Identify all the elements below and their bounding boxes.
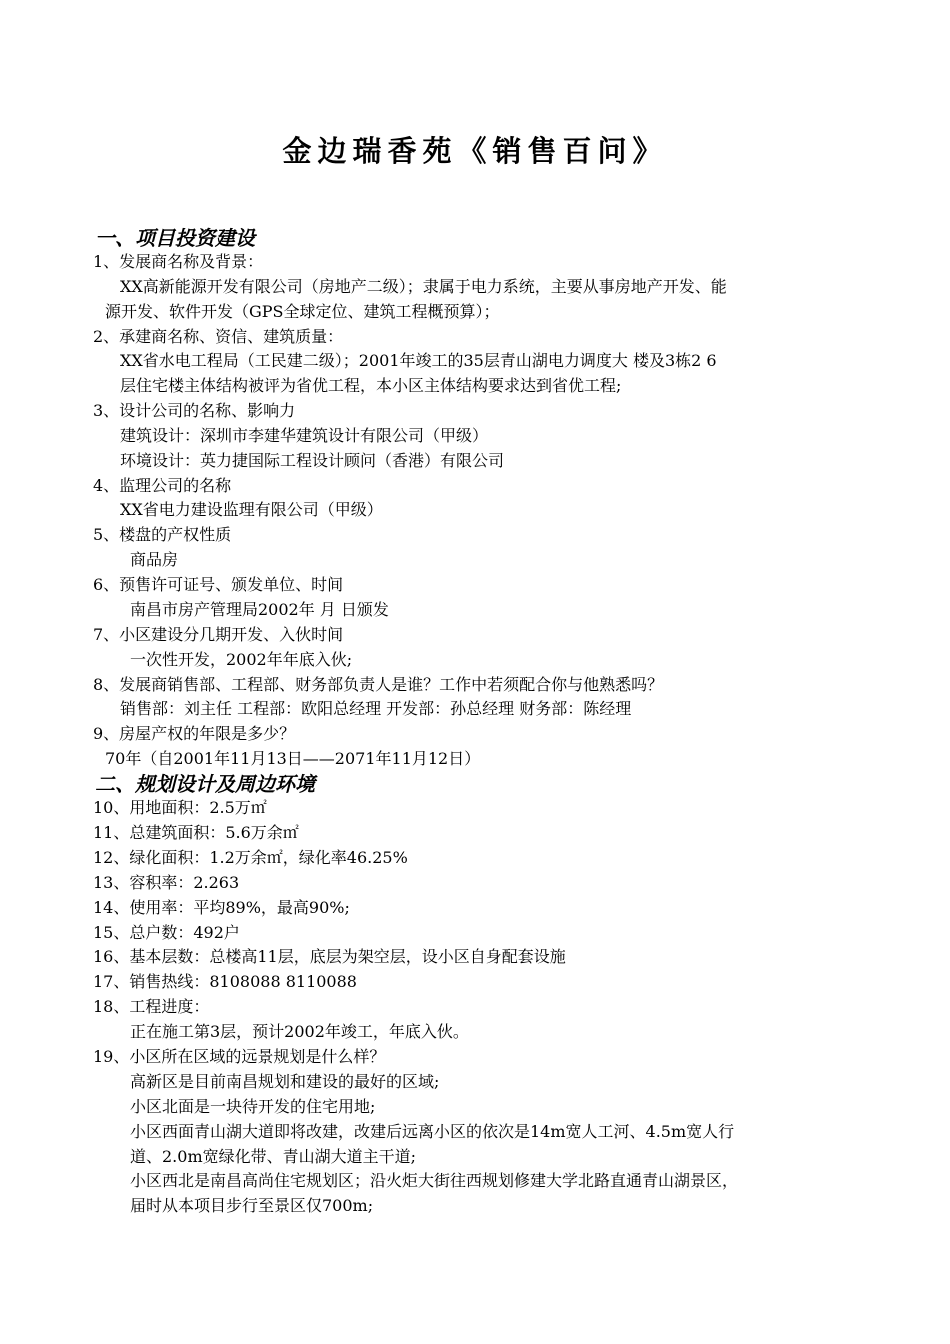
answer-8-line-1: 销售部：刘主任 工程部：欧阳总经理 开发部：孙总经理 财务部：陈经理 (120, 699, 632, 718)
answer-3-line-1: 建筑设计：深圳市李建华建筑设计有限公司（甲级） (120, 426, 489, 445)
question-1: 1、发展商名称及背景： (93, 252, 264, 271)
answer-9-line-1: 70年（自2001年11月13日——2071年11月12日） (105, 749, 481, 768)
answer-19-line-4: 道、2.0m宽绿化带、青山湖大道主干道; (130, 1147, 417, 1166)
answer-2-line-1: XX省水电工程局（工民建二级）；2001年竣工的35层青山湖电力调度大 楼及3栋2 6 (120, 351, 717, 370)
section-heading-planning: 二、规划设计及周边环境 (95, 772, 315, 796)
question-15: 15、总户数：492户 (93, 923, 240, 942)
question-10: 10、用地面积：2.5万㎡ (93, 798, 267, 817)
answer-1-line-1: XX高新能源开发有限公司（房地产二级）；隶属于电力系统，主要从事房地产开发、能 (120, 277, 727, 296)
question-4: 4、监理公司的名称 (93, 476, 232, 495)
answer-5-line-1: 商品房 (130, 550, 179, 569)
question-3: 3、设计公司的名称、影响力 (93, 401, 296, 420)
question-9: 9、房屋产权的年限是多少？ (93, 724, 296, 743)
question-11: 11、总建筑面积：5.6万余㎡ (93, 823, 299, 842)
question-18: 18、工程进度： (93, 997, 210, 1016)
question-17: 17、销售热线：8108088 8110088 (93, 972, 357, 991)
question-12: 12、绿化面积：1.2万余㎡，绿化率46.25% (93, 848, 408, 867)
question-5: 5、楼盘的产权性质 (93, 525, 232, 544)
question-13: 13、容积率：2.263 (93, 873, 240, 892)
question-6: 6、预售许可证号、颁发单位、时间 (93, 575, 344, 594)
question-19: 19、小区所在区域的远景规划是什么样？ (93, 1047, 386, 1066)
question-2: 2、承建商名称、资信、建筑质量： (93, 327, 344, 346)
answer-6-line-1: 南昌市房产管理局2002年 月 日颁发 (130, 600, 389, 619)
answer-7-line-1: 一次性开发，2002年年底入伙; (130, 650, 353, 669)
document-title: 金边瑞香苑《销售百问》 (282, 134, 668, 168)
question-7: 7、小区建设分几期开发、入伙时间 (93, 625, 344, 644)
answer-19-line-2: 小区北面是一块待开发的住宅用地; (130, 1097, 376, 1116)
answer-19-line-5: 小区西北是南昌高尚住宅规划区；沿火炬大街往西规划修建大学北路直通青山湖景区， (130, 1171, 739, 1190)
answer-1-line-2: 源开发、软件开发（GPS全球定位、建筑工程概预算）； (105, 302, 500, 321)
answer-19-line-1: 高新区是目前南昌规划和建设的最好的区域; (130, 1072, 440, 1091)
answer-4-line-1: XX省电力建设监理有限公司（甲级） (120, 500, 383, 519)
section-heading-investment: 一、项目投资建设 (95, 226, 255, 250)
answer-3-line-2: 环境设计：英力捷国际工程设计顾问（香港）有限公司 (120, 451, 505, 470)
answer-2-line-2: 层住宅楼主体结构被评为省优工程，本小区主体结构要求达到省优工程; (120, 376, 622, 395)
answer-19-line-6: 届时从本项目步行至景区仅700m; (130, 1196, 374, 1215)
question-8: 8、发展商销售部、工程部、财务部负责人是谁？工作中若须配合你与他熟悉吗？ (93, 675, 664, 694)
question-14: 14、使用率：平均89%，最高90%; (93, 898, 350, 917)
answer-18-line-1: 正在施工第3层，预计2002年竣工，年底入伙。 (130, 1022, 469, 1041)
question-16: 16、基本层数：总楼高11层，底层为架空层，设小区自身配套设施 (93, 947, 566, 966)
answer-19-line-3: 小区西面青山湖大道即将改建，改建后远离小区的依次是14m宽人工河、4.5m宽人行 (130, 1122, 735, 1141)
